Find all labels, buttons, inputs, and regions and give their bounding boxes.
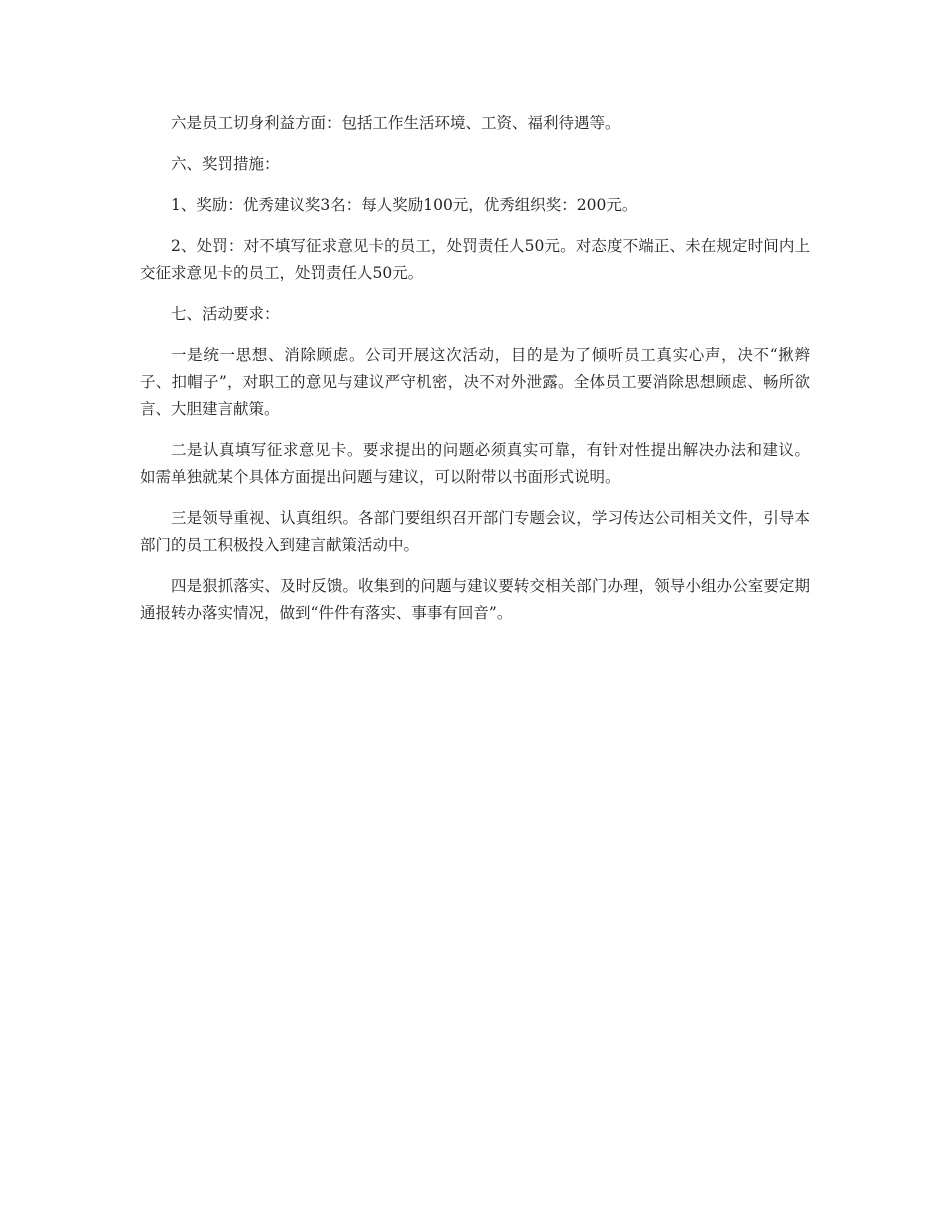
paragraph-rewards: 1、奖励：优秀建议奖3名：每人奖励100元，优秀组织奖：200元。 [171,196,638,214]
paragraph-penalties: 2、处罚：对不填写征求意见卡的员工，处罚责任人50元。对态度不端正、未在规定时间内上交征求意见卡的员工，处罚责任人50元。 [140,237,810,282]
paragraph-requirement-1: 一是统一思想、消除顾虑。公司开展这次活动，目的是为了倾听员工真实心声，决不“揪辫子、扣帽子”，对职工的意见与建议严守机密，决不对外泄露。全体员工要消除思想顾虑、畅所欲言、大胆建言献策。 [140,346,810,418]
heading-rewards-penalties: 六、奖罚措施： [171,155,280,173]
paragraph-benefits: 六是员工切身利益方面：包括工作生活环境、工资、福利待遇等。 [171,114,621,132]
heading-activity-requirements: 七、活动要求： [171,305,280,323]
paragraph-requirement-2: 二是认真填写征求意见卡。要求提出的问题必须真实可靠，有针对性提出解决办法和建议。 如需单独就某个具体方面提出问题与建议，可以附带以书面形式说明。 [140,441,810,486]
document-body [140,110,810,641]
paragraph-requirement-4: 四是狠抓落实、及时反馈。收集到的问题与建议要转交相关部门办理，领导小组办公室要定期通报转办落实情况，做到“件件有落实、事事有回音”。 [140,577,810,622]
paragraph-requirement-3: 三是领导重视、认真组织。各部门要组织召开部门专题会议，学习传达公司相关文件，引导本部门的员工积极投入到建言献策活动中。 [140,509,810,554]
